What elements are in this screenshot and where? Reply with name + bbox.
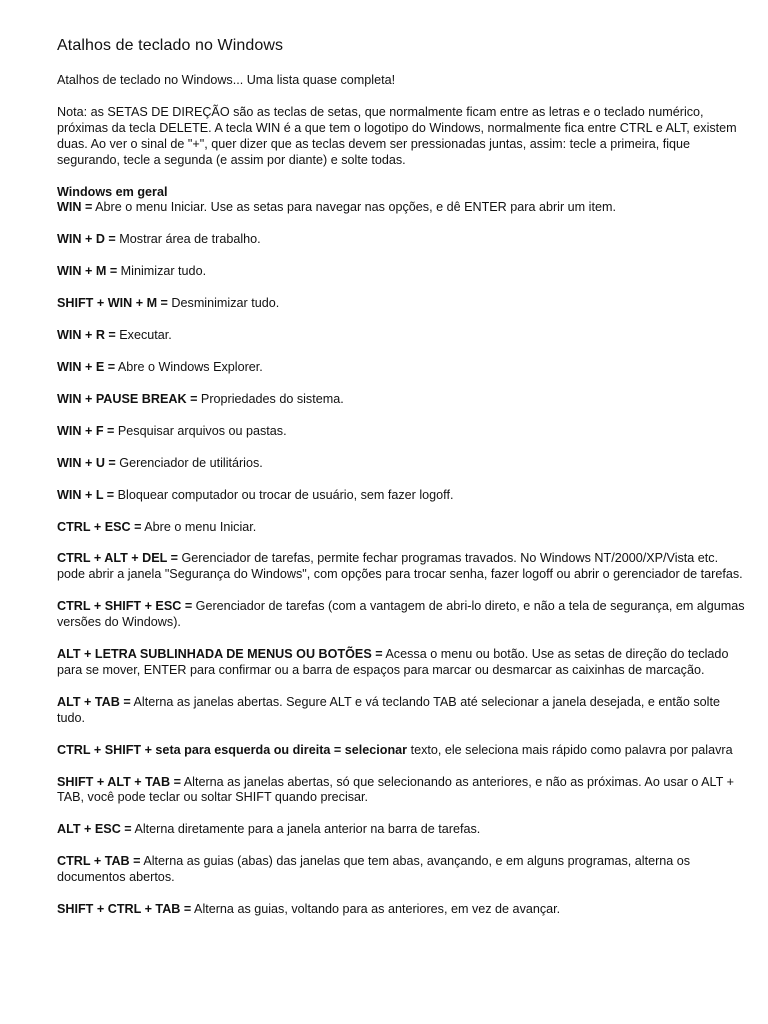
shortcut-description: Pesquisar arquivos ou pastas. <box>114 423 287 438</box>
shortcut-keys: WIN + M = <box>57 264 118 279</box>
shortcut-description: Abre o menu Iniciar. <box>141 519 257 534</box>
shortcut-list <box>57 200 747 918</box>
shortcut-item <box>57 296 747 312</box>
shortcut-description: Minimizar tudo. <box>117 264 207 279</box>
note-paragraph: Nota: as SETAS DE DIREÇÃO são as teclas de setas, que normalmente ficam entre as letras e o teclado numérico, próximas da tecla DELETE. A tecla WIN é a que tem o logotipo do Windows, normalmente fica entre CTRL e ALT, existem duas. Ao ver o sinal de "+", quer dizer que as teclas devem ser pressionadas juntas, assim: tecle a primeira, fique segurando, tecle a segunda (e assim por diante) e solte todas. <box>57 104 737 167</box>
shortcut-item <box>57 854 747 886</box>
shortcut-item <box>57 264 747 280</box>
shortcut-description: Alterna as janelas abertas, só que selecionando as anteriores, e não as próximas. Ao usar o ALT + TAB, você pode teclar ou soltar SHIFT quando precisar. <box>57 774 734 805</box>
shortcut-item <box>57 424 747 440</box>
shortcut-keys: ALT + ESC = <box>57 822 132 837</box>
shortcut-item <box>57 647 747 679</box>
shortcut-description: Alterna as janelas abertas. Segure ALT e vá teclando TAB até selecionar a janela desejada, e então solte tudo. <box>57 694 720 725</box>
shortcut-keys: WIN + D = <box>57 232 116 247</box>
shortcut-item <box>57 520 747 536</box>
document-content <box>57 36 747 934</box>
shortcut-description: Alterna diretamente para a janela anterior na barra de tarefas. <box>131 822 481 837</box>
shortcut-item <box>57 200 747 216</box>
shortcut-description: Gerenciador de tarefas, permite fechar programas travados. No Windows NT/2000/XP/Vista etc. pode abrir a janela "Segurança do Windows", com opções para trocar senha, fazer logoff ou abrir o gerenciador de tarefas. <box>57 551 743 582</box>
shortcut-keys: WIN + E = <box>57 359 116 374</box>
shortcut-keys: SHIFT + CTRL + TAB = <box>57 902 192 917</box>
shortcut-keys: CTRL + SHIFT + ESC = <box>57 599 193 614</box>
shortcut-description: Desminimizar tudo. <box>167 296 280 311</box>
shortcut-keys: CTRL + SHIFT + seta para esquerda ou direita = selecionar <box>57 742 408 757</box>
shortcut-description: Alterna as guias (abas) das janelas que tem abas, avançando, e em alguns programas, alterna os documentos abertos. <box>57 854 691 885</box>
shortcut-keys: WIN = <box>57 200 93 215</box>
shortcut-description: Abre o Windows Explorer. <box>115 359 263 374</box>
shortcut-item <box>57 822 747 838</box>
shortcut-item <box>57 902 747 918</box>
section-heading: Windows em geral <box>57 184 168 199</box>
page-title: Atalhos de teclado no Windows <box>57 37 284 54</box>
shortcut-keys: WIN + F = <box>57 423 115 438</box>
shortcut-keys: WIN + R = <box>57 328 116 343</box>
shortcut-keys: WIN + L = <box>57 487 115 502</box>
shortcut-item <box>57 328 747 344</box>
shortcut-description: Bloquear computador ou trocar de usuário, sem fazer logoff. <box>114 487 454 502</box>
shortcut-keys: SHIFT + ALT + TAB = <box>57 774 181 789</box>
shortcut-keys: CTRL + TAB = <box>57 854 141 869</box>
shortcut-item <box>57 599 747 631</box>
shortcut-description: Propriedades do sistema. <box>197 391 344 406</box>
shortcut-item <box>57 232 747 248</box>
shortcut-item <box>57 695 747 727</box>
shortcut-keys: CTRL + ALT + DEL = <box>57 551 178 566</box>
shortcut-item <box>57 360 747 376</box>
shortcut-keys: SHIFT + WIN + M = <box>57 296 168 311</box>
shortcut-keys: ALT + LETRA SUBLINHADA DE MENUS OU BOTÕES = <box>57 647 383 662</box>
shortcut-item <box>57 392 747 408</box>
shortcut-keys: WIN + U = <box>57 455 116 470</box>
shortcut-description: Alterna as guias, voltando para as anteriores, em vez de avançar. <box>191 902 561 917</box>
shortcut-description: Gerenciador de utilitários. <box>115 455 263 470</box>
shortcut-keys: CTRL + ESC = <box>57 519 142 534</box>
shortcut-description: Gerenciador de tarefas (com a vantagem de abri-lo direto, e não a tela de segurança, em algumas versões do Windows). <box>57 599 745 630</box>
intro-paragraph: Atalhos de teclado no Windows... Uma lista quase completa! <box>57 73 396 87</box>
shortcut-description: Acessa o menu ou botão. Use as setas de direção do teclado para se mover, ENTER para confirmar ou a barra de espaços para marcar ou desmarcar as caixinhas de marcação. <box>57 647 729 677</box>
shortcut-item <box>57 775 747 807</box>
shortcut-description: Executar. <box>115 328 172 343</box>
shortcut-item <box>57 551 747 583</box>
shortcut-item <box>57 456 747 472</box>
shortcut-keys: WIN + PAUSE BREAK = <box>57 391 198 406</box>
shortcut-description: texto, ele seleciona mais rápido como palavra por palavra <box>407 742 733 757</box>
shortcut-description: Abre o menu Iniciar. Use as setas para navegar nas opções, e dê ENTER para abrir um item. <box>92 200 616 215</box>
shortcut-item <box>57 743 747 759</box>
shortcut-item <box>57 488 747 504</box>
shortcut-description: Mostrar área de trabalho. <box>115 232 261 247</box>
shortcut-keys: ALT + TAB = <box>57 694 131 709</box>
